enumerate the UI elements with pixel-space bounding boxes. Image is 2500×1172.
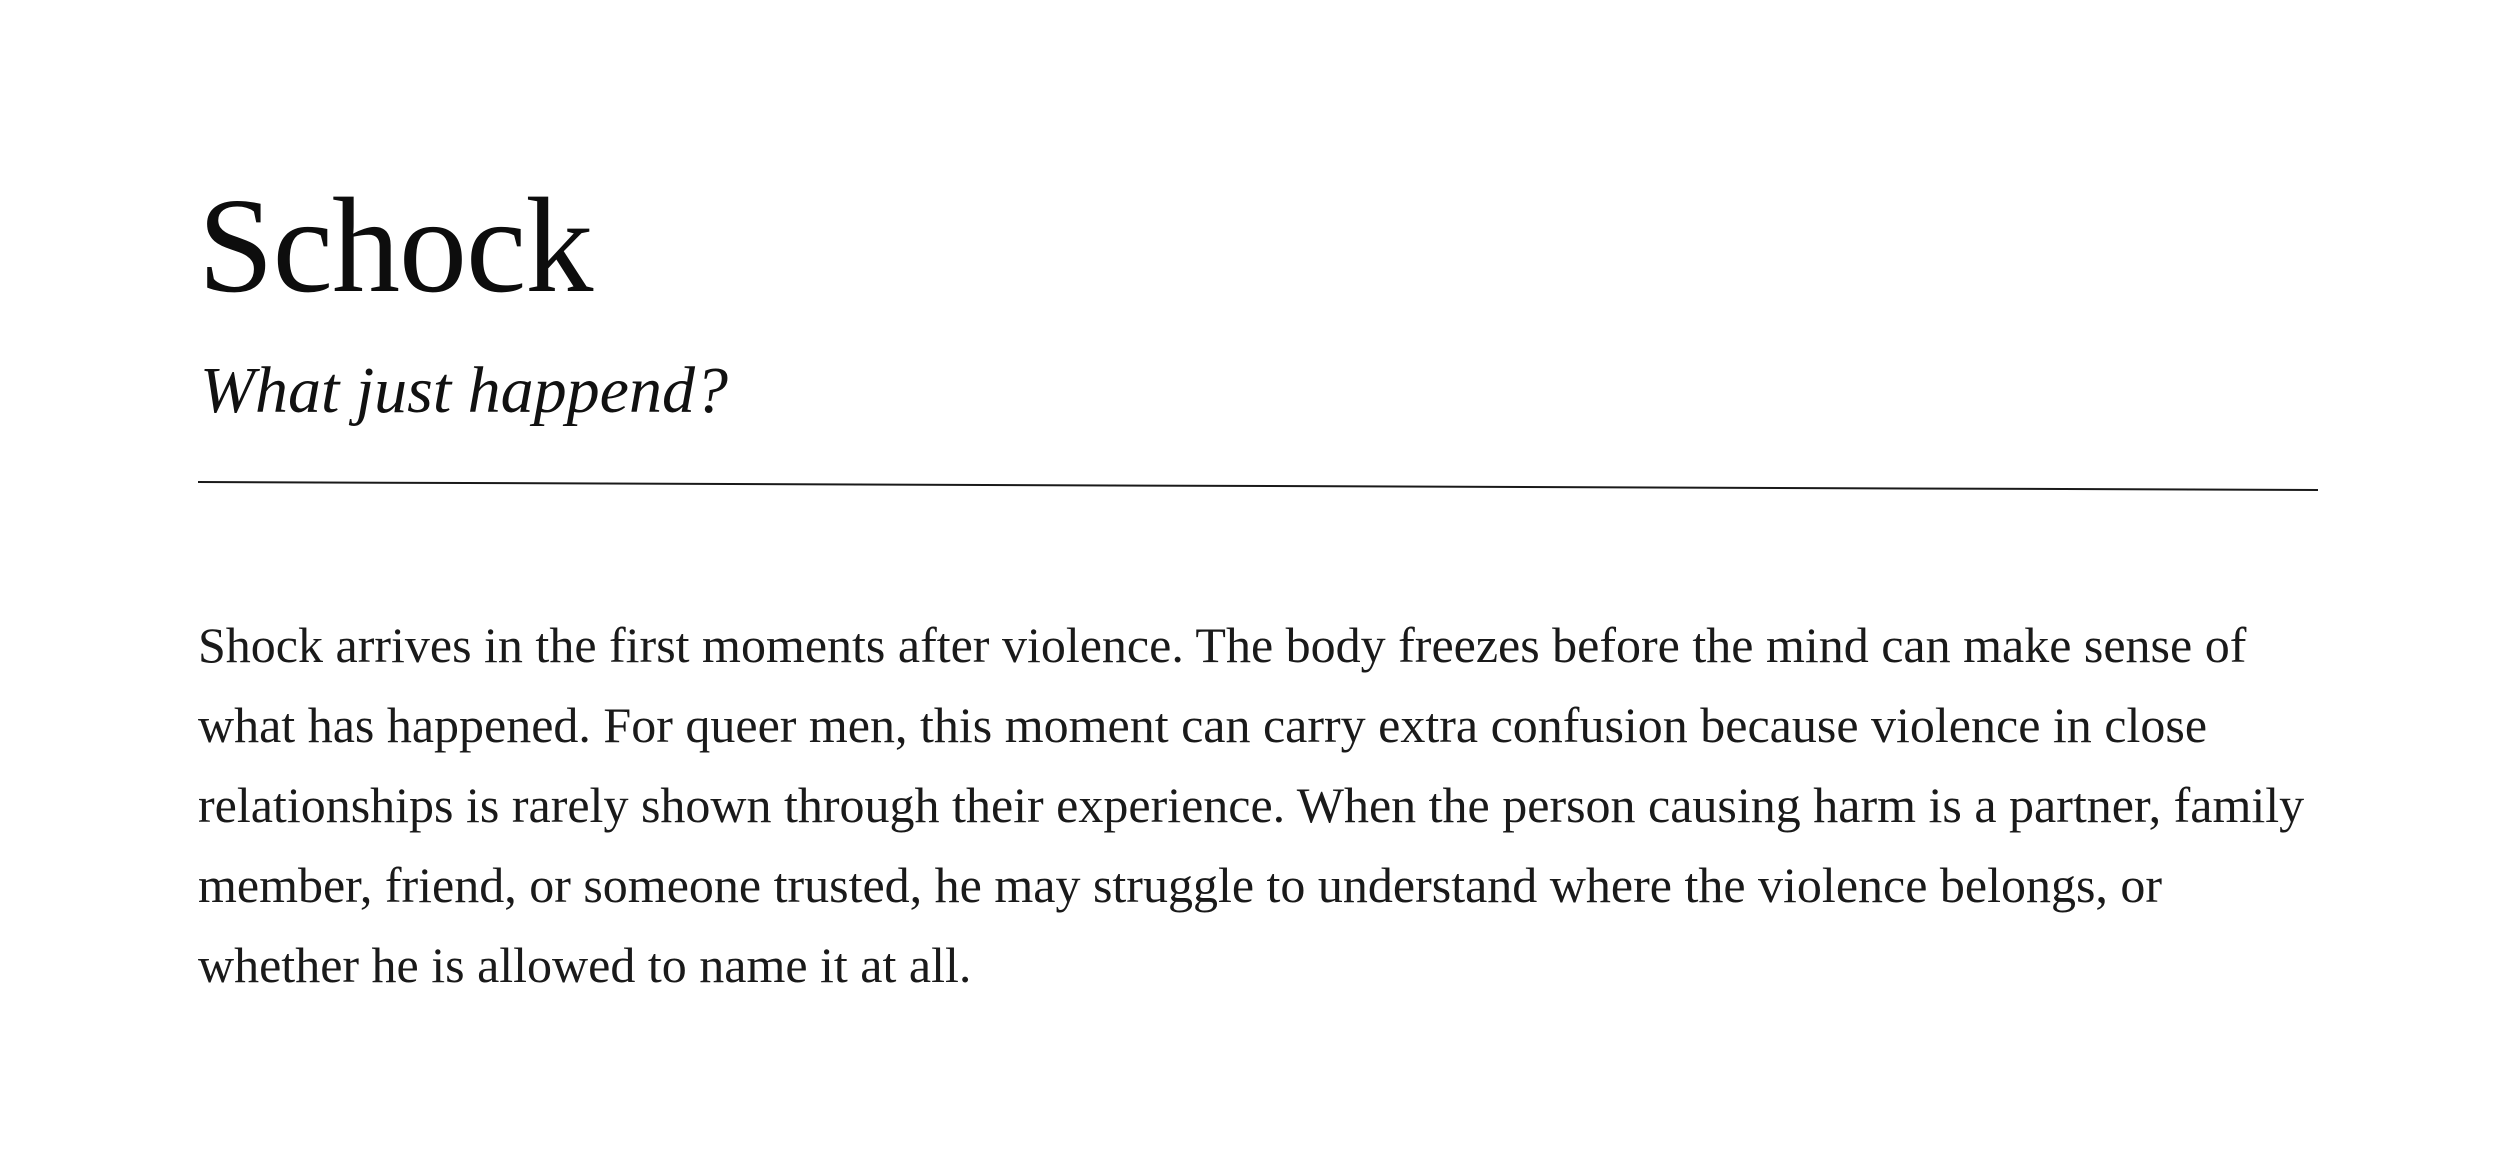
divider-rule	[198, 480, 2318, 494]
page-subtitle: What just happend?	[200, 354, 728, 427]
body-paragraph: Shock arrives in the first moments after violence. The body freezes before the mind can make sense of what has happened. For queer men, this moment can carry extra confusion because violence in close relationships is rarely shown through their experience. When the person causing harm is a partner, family member, friend, or someone trusted, he may struggle to understand where the violence belongs, or whether he is allowed to name it at all.	[198, 617, 2305, 993]
document-page	[198, 0, 2318, 1172]
page-title: Schock	[198, 171, 593, 321]
